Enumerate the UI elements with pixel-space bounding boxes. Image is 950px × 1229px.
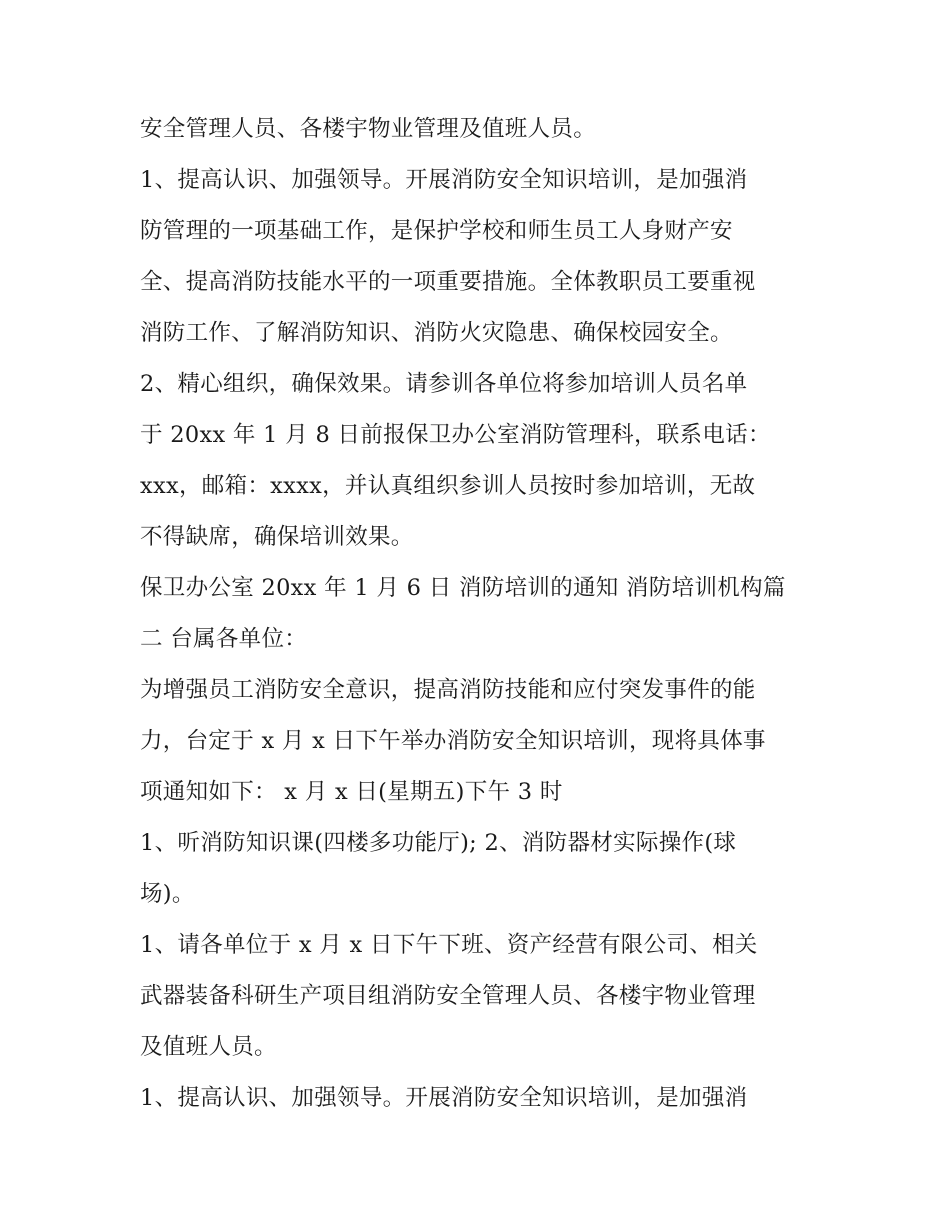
text-line: 1、提高认识、加强领导。开展消防安全知识培训，是加强消 (140, 167, 748, 193)
text-line: 防管理的一项基础工作，是保护学校和师生员工人身财产安 (140, 218, 733, 244)
text-line: 及值班人员。 (140, 1034, 277, 1060)
text-line: 全、提高消防技能水平的一项重要措施。全体教职员工要重视 (140, 269, 756, 295)
text-line: 不得缺席，确保培训效果。 (140, 524, 414, 550)
text-line: 项通知如下： x 月 x 日(星期五)下午 3 时 (140, 779, 563, 805)
text-line: 1、请各单位于 x 月 x 日下午下班、资产经营有限公司、相关 (140, 932, 758, 958)
text-line: 1、听消防知识课(四楼多功能厅); 2、消防器材实际操作(球 (140, 830, 737, 856)
text-line: 二 台属各单位： (140, 626, 308, 652)
text-line: 为增强员工消防安全意识，提高消防技能和应付突发事件的能 (140, 677, 756, 703)
text-line: 安全管理人员、各楼宇物业管理及值班人员。 (140, 116, 597, 142)
text-line: 力，台定于 x 月 x 日下午举办消防安全知识培训，现将具体事 (140, 728, 766, 754)
document-body (140, 104, 820, 1124)
text-line: 2、精心组织，确保效果。请参训各单位将参加培训人员名单 (140, 371, 748, 397)
text-line: 1、提高认识、加强领导。开展消防安全知识培训，是加强消 (140, 1085, 748, 1111)
text-line: 场)。 (140, 881, 195, 907)
text-line: 武器装备科研生产项目组消防安全管理人员、各楼宇物业管理 (140, 983, 756, 1009)
text-line: xxx，邮箱：xxxx，并认真组织参训人员按时参加培训，无故 (140, 473, 756, 499)
text-line: 于 20xx 年 1 月 8 日前报保卫办公室消防管理科，联系电话： (140, 422, 771, 448)
text-line: 保卫办公室 20xx 年 1 月 6 日 消防培训的通知 消防培训机构篇 (140, 575, 786, 601)
text-line: 消防工作、了解消防知识、消防火灾隐患、确保校园安全。 (140, 320, 733, 346)
